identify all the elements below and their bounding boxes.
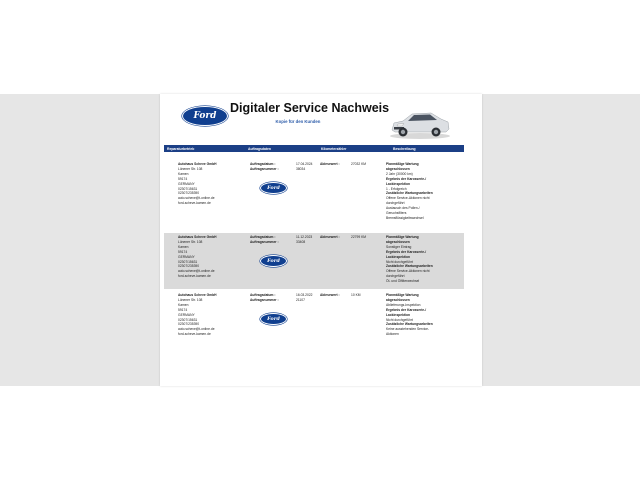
description-line: Ablieferungs-Inspektion <box>386 302 421 307</box>
document-page <box>160 94 482 386</box>
description-line: Planmäßige Wartung <box>386 293 419 297</box>
order-number-label: Auftragsnummer : <box>250 297 279 302</box>
column-header-dealer: Reparaturbetrieb <box>167 146 195 151</box>
order-number-label: Auftragsnummer : <box>250 166 279 171</box>
order-date-label: Auftragsdatum : <box>250 235 276 239</box>
ford-logo: Ford <box>182 106 228 126</box>
service-entry <box>164 291 464 351</box>
description-line: durchgeführt <box>386 201 405 206</box>
dealer-address-line: 02307/235390 <box>178 191 200 196</box>
column-header-description: Beschreibung <box>393 146 416 151</box>
order-date-label: Auftragsdatum : <box>250 293 276 297</box>
service-entry <box>164 160 464 226</box>
mileage-label: Ablesewert : <box>320 235 340 239</box>
dealer-address-line: auto.scheve@t-online.de <box>178 269 215 274</box>
table-header <box>164 145 464 152</box>
dealer-address-line: 02307/15631 <box>178 259 198 264</box>
order-number-label: Auftragsnummer : <box>250 239 279 244</box>
description-line: Geruchsfilters <box>386 211 407 215</box>
description-line: Öl- und Ölfilterwechsel <box>386 279 420 284</box>
mileage-value: 22799 KM <box>351 235 367 239</box>
dealer-address-line: 02307/235390 <box>178 264 200 269</box>
dealer-address-line: Kamen <box>178 244 189 249</box>
column-header-order-data: Auftragsdaten <box>248 146 271 151</box>
description-line: Planmäßige Wartung <box>386 235 419 239</box>
order-date-label: Auftragsdatum : <box>250 162 276 166</box>
document-title: Digitaler Service Nachweis <box>230 101 390 115</box>
order-number-value: 21107 <box>296 297 305 302</box>
order-number-value: 33408 <box>296 239 306 244</box>
description-line: Aktionen <box>386 332 399 337</box>
order-date-value: 16.03.2022 <box>296 293 313 297</box>
description-line: Lackinspektion <box>386 181 411 186</box>
dealer-address-line: GERMANY <box>178 181 195 186</box>
dealer-address-line: Kamen <box>178 171 189 176</box>
description-line: abgeschlossen <box>386 166 410 171</box>
dealer-address-line: 02307/15631 <box>178 317 198 322</box>
document-subtitle: Kopie für den Kunden <box>275 119 321 124</box>
description-line: 2 Jahr (30000 km) <box>386 171 413 176</box>
description-line: Ergebnis der Karosserie-/ <box>386 307 427 312</box>
description-line: Austausch des Pollen-/ <box>386 206 420 211</box>
order-date-value: 17.04.2024 <box>296 162 313 166</box>
dealer-address-line: auto.scheve@t-online.de <box>178 327 215 332</box>
dealer-address-line: Kamen <box>178 302 189 307</box>
description-line: Zusätzliche Wartungsarbeiten <box>386 322 433 327</box>
description-line: Nicht durchgeführt <box>386 317 413 322</box>
order-number-value: 38034 <box>296 166 306 171</box>
ford-logo: Ford <box>260 182 287 194</box>
dealer-address-line: ford-scheve-kamen.de <box>178 332 211 337</box>
dealer-address-line: GERMANY <box>178 254 195 259</box>
dealer-address-line: GERMANY <box>178 312 195 317</box>
dealer-address-line: Lünener Str. 108 <box>178 239 203 244</box>
description-line: Bremsflüssigkeitswechsel <box>386 215 424 220</box>
service-entry <box>164 233 464 289</box>
mileage-label: Ablesewert : <box>320 293 340 297</box>
description-line: Nicht durchgeführt <box>386 259 413 264</box>
description-line: Lackinspektion <box>386 254 411 259</box>
dealer-address-line: auto.scheve@t-online.de <box>178 196 215 201</box>
car-image <box>386 102 454 142</box>
dealer-address-line: Lünener Str. 108 <box>178 297 203 302</box>
description-line: durchgeführt <box>386 274 405 279</box>
description-line: Offene Service-Aktionen nicht <box>386 196 430 201</box>
description-line: abgeschlossen <box>386 239 410 244</box>
description-line: abgeschlossen <box>386 297 410 302</box>
ford-logo: Ford <box>260 313 287 325</box>
dealer-address-line: ford-scheve-kamen.de <box>178 274 211 279</box>
dealer-address-line: 59174 <box>178 176 188 181</box>
mileage-label: Ablesewert : <box>320 162 340 166</box>
ford-logo: Ford <box>260 255 287 267</box>
order-date-value: 11.12.2023 <box>296 235 313 239</box>
description-line: Ergebnis der Karosserie-/ <box>386 249 427 254</box>
description-line: Ergebnis der Karosserie-/ <box>386 176 427 181</box>
dealer-address-line: 02307/235390 <box>178 322 200 327</box>
description-line: Planmäßige Wartung <box>386 162 419 166</box>
dealer-address-line: 59174 <box>178 307 188 312</box>
dealer-address-line: Autohaus Scheve GmbH <box>178 235 217 239</box>
dealer-address-line: Lünener Str. 108 <box>178 166 203 171</box>
description-line: Sonstiger Eintrag <box>386 244 412 249</box>
mileage-value: 10 KM <box>351 293 361 297</box>
dealer-address-line: Autohaus Scheve GmbH <box>178 162 217 166</box>
description-line: Zusätzliche Wartungsarbeiten <box>386 191 433 196</box>
dealer-address-line: 02307/15631 <box>178 186 198 191</box>
description-line: Offene Service-Aktionen nicht <box>386 269 430 274</box>
column-header-mileage: Kilometerzähler <box>321 146 347 151</box>
description-line: Lackinspektion <box>386 312 411 317</box>
description-line: Zusätzliche Wartungsarbeiten <box>386 264 433 269</box>
dealer-address-line: ford-scheve-kamen.de <box>178 201 211 206</box>
description-line: 1 - Erfolgreich <box>386 186 407 191</box>
mileage-value: 27032 KM <box>351 162 367 166</box>
description-line: Keine ausstehenden Service- <box>386 327 430 332</box>
dealer-address-line: Autohaus Scheve GmbH <box>178 293 217 297</box>
dealer-address-line: 59174 <box>178 249 188 254</box>
